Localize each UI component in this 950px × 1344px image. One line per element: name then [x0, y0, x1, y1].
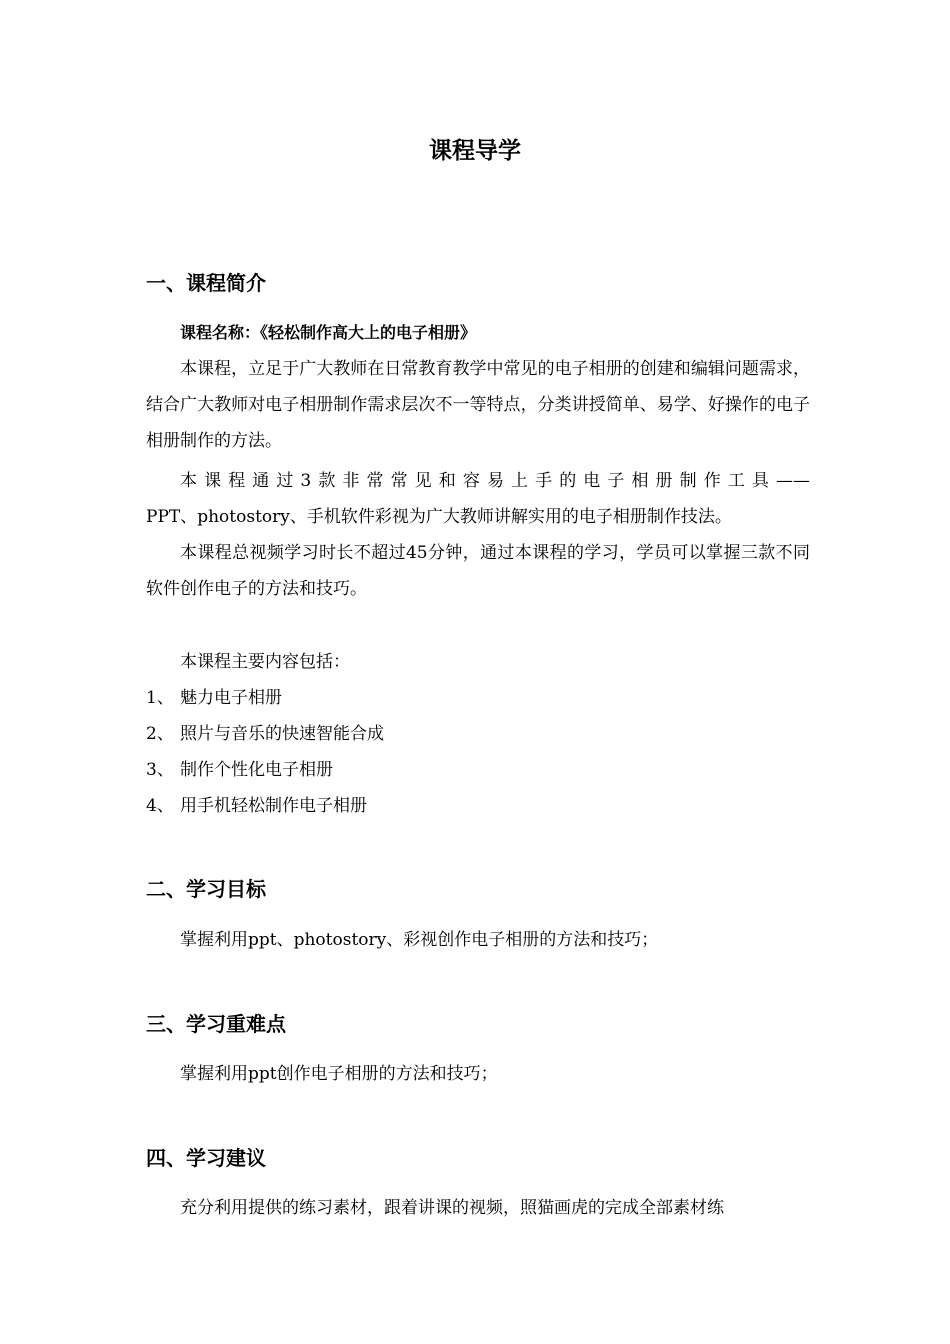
key-points-text: 掌握利用ppt创作电子相册的方法和技巧；	[180, 1064, 498, 1084]
intro-paragraph-1: 本课程，立足于广大教师在日常教育教学中常见的电子相册的创建和编辑问题需求，结合广大教师对电子相册制作需求层次不一等特点，分类讲授简单、易学、好操作的电子相册制作的方法。	[146, 359, 810, 451]
list-item	[146, 791, 367, 821]
content-list-intro: 本课程主要内容包括：	[180, 652, 350, 672]
page-title: 课程导学	[429, 138, 521, 164]
course-name: 课程名称：《轻松制作高大上的电子相册》	[180, 323, 477, 342]
intro-paragraph-3: 本课程总视频学习时长不超过45分钟，通过本课程的学习，学员可以掌握三款不同软件创作电子的方法和技巧。	[146, 543, 810, 599]
suggestions-text: 充分利用提供的练习素材，跟着讲课的视频，照猫画虎的完成全部素材练	[180, 1198, 724, 1218]
list-item-number: 4、	[146, 796, 174, 816]
list-item	[146, 755, 333, 785]
list-item-text: 魅力电子相册	[180, 688, 282, 708]
goals-text: 掌握利用ppt、photostory、彩视创作电子相册的方法和技巧；	[180, 930, 659, 950]
list-item-text: 照片与音乐的快速智能合成	[180, 724, 384, 744]
section-heading-intro: 一、课程简介	[146, 271, 266, 295]
section-heading-key-points: 三、学习重难点	[146, 1012, 286, 1036]
list-item-text: 用手机轻松制作电子相册	[180, 796, 367, 816]
list-item-number: 2、	[146, 724, 174, 744]
list-item	[146, 719, 384, 749]
section-heading-goals: 二、学习目标	[146, 877, 266, 901]
list-item-number: 3、	[146, 760, 174, 780]
list-item-number: 1、	[146, 688, 174, 708]
section-heading-suggestions: 四、学习建议	[146, 1146, 266, 1170]
list-item-text: 制作个性化电子相册	[180, 760, 333, 780]
intro-paragraph-2-line-1: 本课程通过3款非常常见和容易上手的电子相册制作工具——	[180, 471, 810, 491]
intro-paragraph-2-line-2: PPT、photostory、手机软件彩视为广大教师讲解实用的电子相册制作技法。	[146, 507, 732, 527]
list-item	[146, 683, 282, 713]
